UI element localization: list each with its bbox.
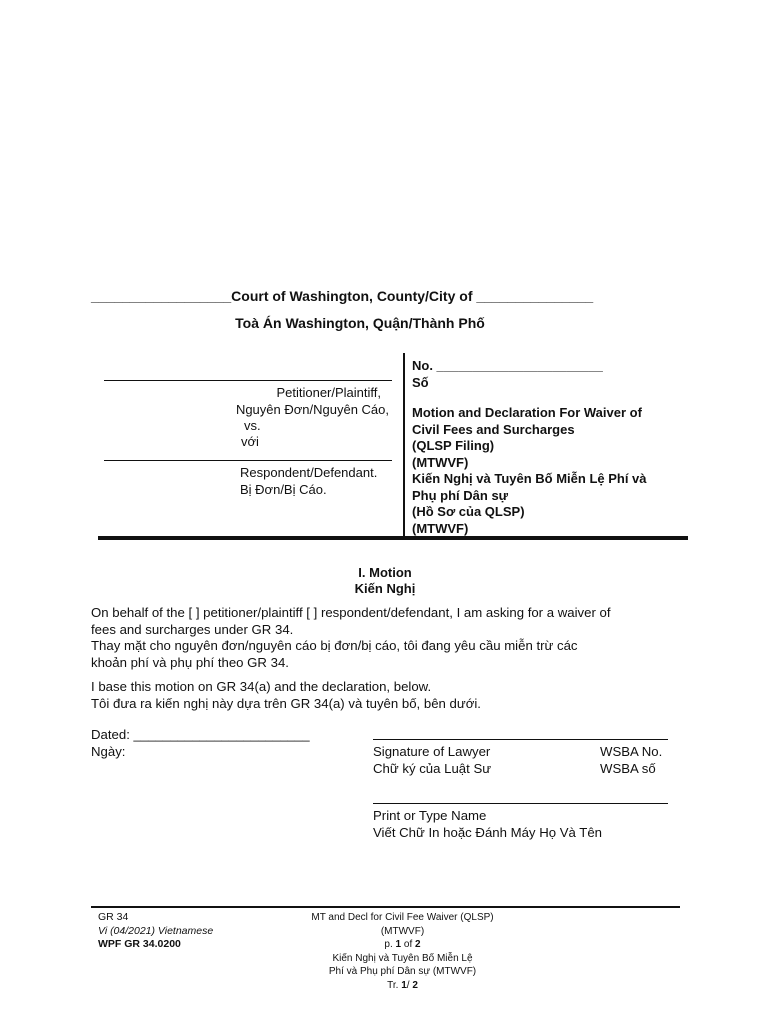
wsba-label: WSBA No.: [600, 744, 663, 759]
motion-line-vietnamese: Thay mặt cho nguyên đơn/nguyên cáo bị đơn/bị cáo, tôi đang yêu cầu miễn trừ các: [91, 638, 578, 653]
case-number-label-vietnamese: Số: [412, 374, 429, 390]
page-of: of: [401, 939, 416, 950]
basis-line-vietnamese: Tôi đưa ra kiến nghị này dựa trên GR 34(a) và tuyên bố, bên dưới.: [91, 695, 481, 711]
signature-label: Signature of Lawyer: [373, 744, 491, 759]
lawyer-signature-label: [373, 744, 491, 777]
section-title: I. Motion: [358, 565, 412, 580]
caption-divider: [403, 353, 405, 536]
motion-line: fees and surcharges under GR 34.: [91, 621, 294, 637]
case-number-label: No. _______________________: [412, 358, 603, 373]
form-id: GR 34: [98, 911, 129, 923]
petitioner-label-vietnamese: Nguyên Đơn/Nguyên Cáo,: [235, 402, 389, 417]
lawyer-signature-line: [373, 739, 668, 740]
basis-paragraph: [91, 679, 481, 712]
tr-prefix: Tr.: [387, 979, 402, 991]
versus-label: vs.: [244, 418, 261, 433]
tr-total: 2: [412, 979, 418, 991]
wpf-number: WPF GR 34.0200: [98, 938, 181, 950]
document-title-line: Phụ phí Dân sự: [412, 487, 509, 503]
footer-title-line: (MTWVF): [380, 925, 425, 937]
page-current: 1: [395, 939, 402, 950]
print-name-text-vietnamese: Viết Chữ In hoặc Đánh Máy Họ Và Tên: [373, 824, 602, 840]
wsba-label-vietnamese: WSBA số: [600, 760, 656, 776]
tr-separator: /: [406, 979, 413, 991]
respondent-name-line: [104, 460, 392, 461]
petitioner-label: Petitioner/Plaintiff,: [276, 385, 381, 400]
form-version: Vi (04/2021) Vietnamese: [98, 924, 214, 937]
respondent-label-vietnamese: Bị Đơn/Bị Cáo.: [240, 482, 327, 497]
signature-label-vietnamese: Chữ ký của Luật Sư: [373, 760, 492, 776]
dated-label-vietnamese: Ngày:: [91, 743, 126, 759]
dated-field: [91, 727, 310, 760]
footer-form-info: [98, 911, 213, 952]
document-title-line: (MTWVF): [412, 454, 469, 470]
basis-line: I base this motion on GR 34(a) and the declaration, below.: [91, 679, 432, 694]
page-number-vietnamese: [290, 979, 515, 993]
section-title-vietnamese: Kiến Nghị: [354, 581, 416, 596]
page-prefix: p.: [384, 939, 396, 950]
motion-paragraph: [91, 605, 611, 671]
page-total: 2: [415, 939, 421, 950]
motion-line: On behalf of the [ ] petitioner/plaintiff [ ] respondent/defendant, I am asking for a waiver of: [91, 605, 611, 620]
document-title-line: (MTWVF): [412, 520, 469, 536]
document-title-line: Kiến Nghị và Tuyên Bố Miễn Lệ Phí và: [412, 471, 647, 486]
court-header-vietnamese: Toà Án Washington, Quận/Thành Phố: [235, 315, 485, 331]
print-name-text: Print or Type Name: [373, 808, 487, 823]
document-title-line: Civil Fees and Surcharges: [412, 421, 575, 437]
footer-title-line-vietnamese: Kiến Nghị và Tuyên Bố Miễn Lệ: [332, 952, 473, 964]
petitioner-name-line: [104, 380, 392, 381]
dated-label: Dated: ________________________: [91, 727, 310, 742]
motion-line-vietnamese: khoản phí và phụ phí theo GR 34.: [91, 654, 289, 670]
document-title-line: (QLSP Filing): [412, 438, 495, 453]
document-title: [412, 405, 647, 537]
case-number-field: [412, 358, 603, 391]
respondent-label: Respondent/Defendant.: [240, 465, 378, 480]
tr-current: 1: [401, 979, 407, 991]
document-title-line: Motion and Declaration For Waiver of: [412, 405, 642, 420]
footer-title: [290, 911, 515, 992]
page-number: [290, 938, 515, 952]
caption-bottom-rule: [98, 536, 688, 540]
print-name-line: [373, 803, 668, 804]
footer-title-line: MT and Decl for Civil Fee Waiver (QLSP): [311, 912, 494, 923]
versus-label-vietnamese: với: [241, 434, 259, 449]
document-title-line: (Hồ Sơ của QLSP): [412, 504, 525, 519]
court-header: __________________Court of Washington, County/City of _______________: [91, 288, 594, 304]
footer-rule: [91, 906, 680, 908]
footer-title-line-vietnamese: Phí và Phụ phí Dân sự (MTWVF): [328, 966, 477, 977]
wsba-number-label: [600, 744, 662, 777]
print-name-label: [373, 808, 602, 841]
